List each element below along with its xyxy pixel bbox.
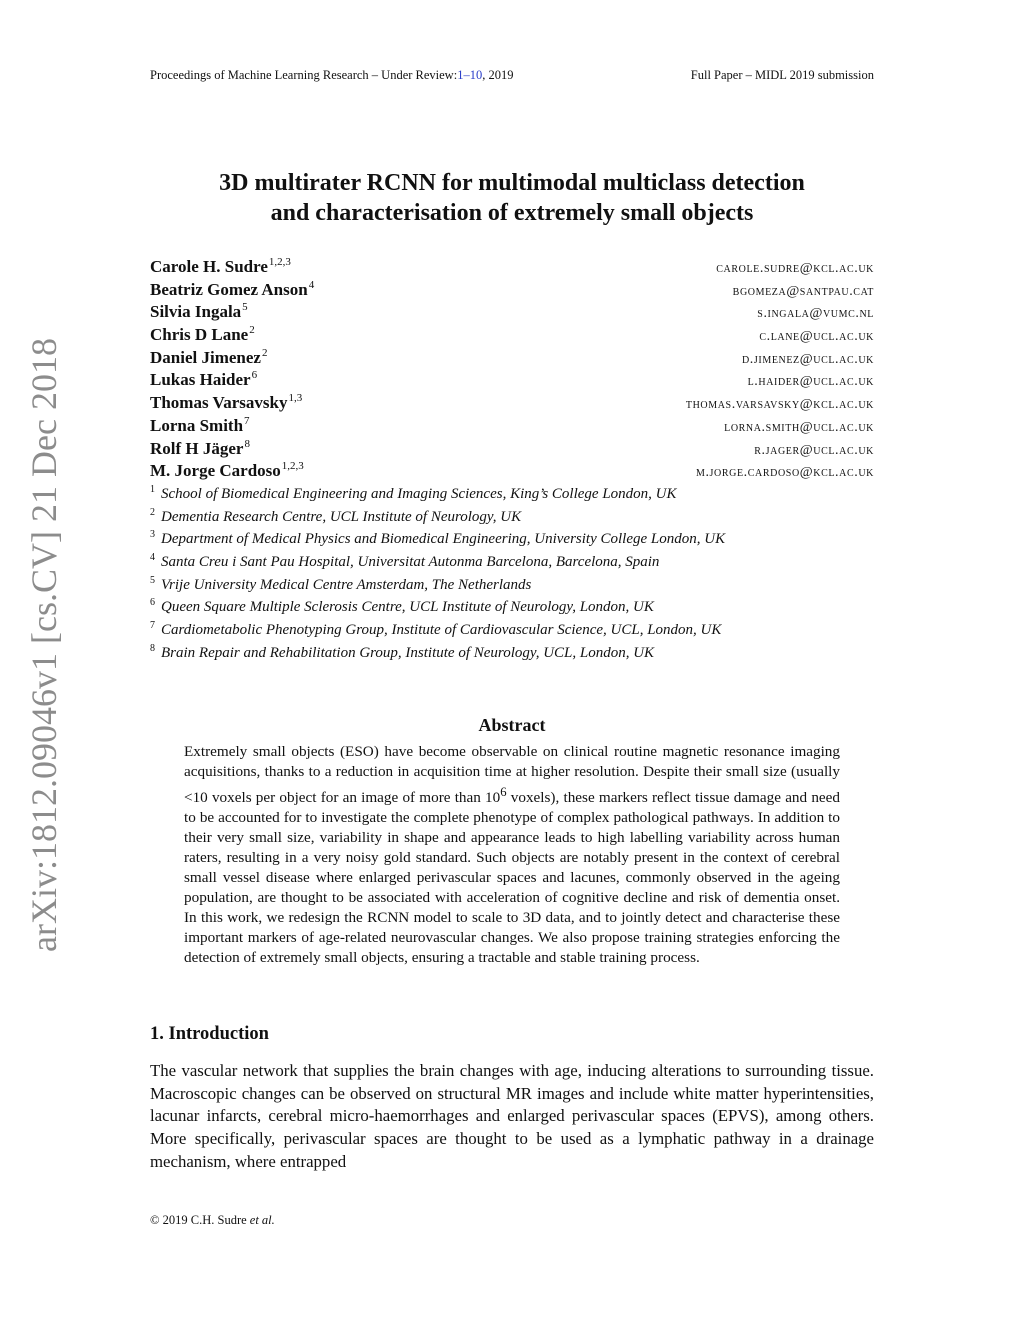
copyright-etal: et al. bbox=[249, 1213, 275, 1227]
affiliation-text: Cardiometabolic Phenotyping Group, Institute of Cardiovascular Science, UCL, London, UK bbox=[161, 622, 722, 639]
affiliation-item bbox=[150, 529, 874, 552]
affiliation-number: 2 bbox=[150, 506, 155, 518]
author-affiliation-marker: 8 bbox=[244, 437, 250, 450]
author-row bbox=[150, 392, 874, 415]
affiliation-item bbox=[150, 643, 874, 666]
author-email: d.jimenez@ucl.ac.uk bbox=[741, 351, 874, 367]
author-email: carole.sudre@kcl.ac.uk bbox=[716, 261, 874, 276]
author-name: Rolf H Jäger$^8$ bbox=[150, 437, 250, 458]
author-row bbox=[150, 256, 874, 279]
author-row bbox=[150, 347, 874, 370]
affiliation-text: Brain Repair and Rehabilitation Group, Institute of Neurology, UCL, London, UK bbox=[161, 644, 655, 661]
affiliation-text: Vrije University Medical Centre Amsterdam, The Netherlands bbox=[161, 576, 532, 593]
paper-title-line-1: 3D multirater RCNN for multimodal multiclass detection bbox=[219, 170, 805, 196]
running-header-right: Full Paper – MIDL 2019 submission bbox=[690, 68, 874, 82]
author-email: r.jager@ucl.ac.uk bbox=[754, 442, 874, 458]
paper-title-line-2: and characterisation of extremely small objects bbox=[270, 200, 754, 226]
author-affiliation-marker: 1,2,3 bbox=[281, 460, 304, 473]
copyright-symbol: © bbox=[150, 1213, 160, 1227]
affiliation-text: Queen Square Multiple Sclerosis Centre, UCL Institute of Neurology, London, UK bbox=[161, 599, 654, 616]
author-row bbox=[150, 415, 874, 438]
author-affiliation-marker: 6 bbox=[251, 369, 258, 382]
copyright-notice: © 2019 C.H. Sudre et al. bbox=[150, 1213, 275, 1227]
author-row bbox=[150, 324, 874, 347]
author-row bbox=[150, 438, 874, 461]
abstract-heading: Abstract bbox=[478, 715, 546, 735]
affiliation-number: 4 bbox=[150, 552, 155, 564]
author-row bbox=[150, 279, 874, 302]
running-header-venue: Proceedings of Machine Learning Research – Under Review: bbox=[150, 68, 458, 82]
affiliation-item bbox=[150, 575, 874, 598]
affiliation-text: Department of Medical Physics and Biomedical Engineering, University College London, UK bbox=[161, 531, 726, 548]
running-header-year: , 2019 bbox=[482, 68, 514, 82]
author-affiliation-marker: 5 bbox=[242, 301, 248, 314]
author-email: s.ingala@vumc.nl bbox=[757, 306, 874, 322]
author-name: Daniel Jimenez$^2$ bbox=[150, 346, 268, 367]
affiliation-number: 5 bbox=[150, 574, 155, 586]
author-affiliation-marker: 1,2,3 bbox=[268, 256, 291, 268]
author-name: Silvia Ingala$^5$ bbox=[150, 301, 248, 322]
author-email: c.lane@ucl.ac.uk bbox=[759, 329, 874, 345]
arxiv-identifier-stamp: arXiv:1812.09046v1 [cs.CV] 21 Dec 2018 bbox=[24, 338, 64, 952]
affiliation-item bbox=[150, 484, 874, 507]
author-row bbox=[150, 369, 874, 392]
abstract-exponent: 6 bbox=[500, 785, 507, 799]
affiliation-number: 8 bbox=[150, 642, 155, 654]
author-row bbox=[150, 301, 874, 324]
author-email: m.jorge.cardoso@kcl.ac.uk bbox=[695, 465, 874, 481]
author-email: thomas.varsavsky@kcl.ac.uk bbox=[685, 397, 874, 413]
author-affiliation-marker: 1,3 bbox=[288, 392, 303, 405]
author-email: lorna.smith@ucl.ac.uk bbox=[724, 419, 874, 435]
affiliation-item bbox=[150, 597, 874, 620]
affiliation-text: Dementia Research Centre, UCL Institute of Neurology, UK bbox=[161, 508, 522, 525]
running-header-pages-link[interactable]: 1–10 bbox=[457, 68, 483, 82]
affiliation-text: School of Biomedical Engineering and Imaging Sciences, King’s College London, UK bbox=[161, 486, 677, 502]
affiliation-number: 7 bbox=[150, 620, 155, 632]
affiliation-text: Santa Creu i Sant Pau Hospital, Universitat Autonma Barcelona, Barcelona, Spain bbox=[161, 554, 660, 571]
author-name: Lukas Haider$^6$ bbox=[150, 369, 258, 390]
author-affiliation-marker: 2 bbox=[261, 346, 268, 359]
affiliation-item bbox=[150, 620, 874, 643]
running-header-left bbox=[150, 68, 513, 83]
affiliation-number: 1 bbox=[150, 484, 155, 495]
author-row bbox=[150, 460, 874, 483]
abstract-body: Extremely small objects (ESO) have become observable on clinical routine magnetic resonance imaging acquisitions, thanks to a reduction in acquisition time at higher resolution. Despite their small size (usually <10 voxels per object for an image of more than $10^6$ voxels), these markers reflect tissue damage and need to be accounted for to investigate the complete phenotype of complex pathological pathways. In addition to their very small size, variability in shape and appearance leads to high labelling variability across human raters, resulting in a very noisy gold standard. Such objects are notably present in the context of cerebral small vessel disease where enlarged perivascular spaces and lacunes, commonly observed in the ageing population, are thought to be associated with acceleration of cognitive decline and risk of dementia onset. In this work, we redesign the RCNN model to scale to 3D data, and to jointly detect and characterise these important markers of age-related neurovascular changes. We also propose training strategies enforcing the detection of extremely small objects, ensuring a tractable and stable training process. bbox=[184, 743, 840, 967]
section-heading-introduction: 1. Introduction bbox=[150, 1024, 269, 1044]
affiliation-item bbox=[150, 507, 874, 530]
author-affiliation-marker: 4 bbox=[308, 278, 315, 291]
author-name: Lorna Smith$^7$ bbox=[150, 414, 250, 435]
affiliation-number: 6 bbox=[150, 597, 155, 609]
author-name: M. Jorge Cardoso$^{1,2,3}$ bbox=[150, 460, 304, 481]
author-name: Chris D Lane$^2$ bbox=[150, 324, 255, 345]
author-name: Thomas Varsavsky$^{1,3}$ bbox=[150, 392, 303, 413]
author-affiliation-marker: 7 bbox=[244, 414, 250, 427]
paper-title bbox=[150, 168, 874, 228]
author-email: l.haider@ucl.ac.uk bbox=[747, 374, 874, 390]
affiliation-list bbox=[150, 484, 874, 666]
affiliation-number: 3 bbox=[150, 529, 155, 541]
author-name: Beatriz Gomez Anson$^4$ bbox=[150, 278, 315, 299]
author-affiliation-marker: 2 bbox=[249, 324, 255, 337]
affiliation-item bbox=[150, 552, 874, 575]
introduction-body: The vascular network that supplies the brain changes with age, inducing alterations to surrounding tissue. Macroscopic changes can be observed on structural MR images and include white matter hyperintensities, lacunar infarcts, cerebral micro-haemorrhages and enlarged perivascular spaces (EPVS), among others. More specifically, perivascular spaces are thought to be used as a lymphatic pathway in a drainage mechanism, where entrapped bbox=[150, 1061, 874, 1171]
author-name: Carole H. Sudre$^{1,2,3}$ bbox=[150, 256, 291, 276]
author-email: bgomeza@santpau.cat bbox=[732, 283, 874, 299]
author-list bbox=[150, 256, 874, 483]
